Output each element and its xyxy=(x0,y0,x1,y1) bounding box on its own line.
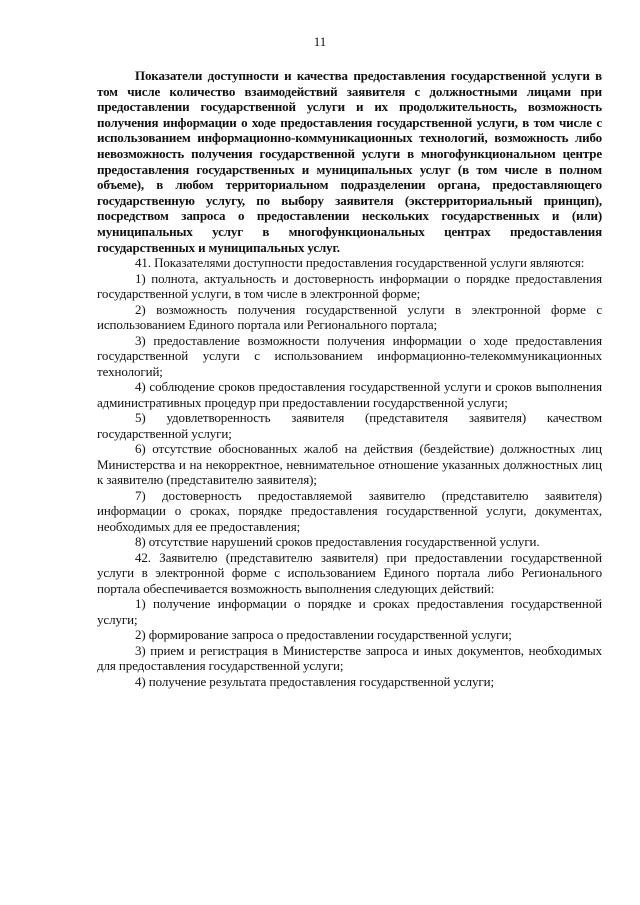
list-item-41-4: 4) соблюдение сроков предоставления государственной услуги и сроков выполнения административных процедур при предоставлении государственной услуги; xyxy=(97,379,602,410)
paragraph-42: 42. Заявителю (представителю заявителя) при предоставлении государственной услуги в электронной форме с использованием Единого портала либо Регионального портала обеспечивается возможность выполнения следующих действий: xyxy=(97,549,602,596)
list-item-42-4: 4) получение результата предоставления государственной услуги; xyxy=(135,673,494,689)
list-item-41-6: 6) отсутствие обоснованных жалоб на действия (бездействие) должностных лиц Министерства и на некорректное, невнимательное отношение указанных должностных лиц к заявителю (представителю заявителя); xyxy=(97,441,602,488)
list-item-41-1: 1) полнота, актуальность и достоверность информации о порядке предоставления государственной услуги, в том числе в электронной форме; xyxy=(97,270,602,302)
list-item-41-8: 8) отсутствие нарушений сроков предоставления государственной услуги. xyxy=(135,534,540,550)
list-item-41-7: 7) достоверность предоставляемой заявителю (представителю заявителя) информации о сроках, порядке предоставления государственной услуги, документах, необходимых для ее предоставления; xyxy=(97,487,602,534)
list-item-41-3: 3) предоставление возможности получения информации о ходе предоставления государственной услуги с использованием информационно-телекоммуникационных технологий; xyxy=(97,332,602,379)
paragraph-41: 41. Показателями доступности предоставления государственной услуги являются: xyxy=(135,255,585,271)
page-number: 11 xyxy=(313,34,327,49)
list-item-42-2: 2) формирование запроса о предоставлении государственной услуги; xyxy=(135,627,512,643)
document-body xyxy=(97,68,602,689)
list-item-42-1: 1) получение информации о порядке и сроках предоставления государственной услуги; xyxy=(97,596,602,627)
list-item-42-3: 3) прием и регистрация в Министерстве запроса и иных документов, необходимых для предоставления государственной услуги; xyxy=(97,642,602,674)
list-item-41-2: 2) возможность получения государственной услуги в электронной форме с использованием Единого портала или Регионального портала; xyxy=(97,301,602,333)
list-item-41-5: 5) удовлетворенность заявителя (представителя заявителя) качеством государственной услуги; xyxy=(97,410,602,441)
section-heading: Показатели доступности и качества предоставления государственной услуги в том числе количество взаимодействий заявителя с должностными лицами при предоставлении государственной услуги и их продолжительность, возможность получения информации о ходе предоставления государственной услуги, в том числе с использованием информационно-коммуникационных технологий, возможность либо невозможность получения государственной услуги в многофункциональном центре предоставления государственных и муниципальных услуг (в том числе в полном объеме), в любом территориальном подразделении органа, предоставляющего государственную услугу, по выбору заявителя (экстерриториальный принцип), посредством запроса о предоставлении нескольких государственных и (или) муниципальных услуг в многофункциональных центрах предоставления государственных и муниципальных услуг. xyxy=(97,68,602,255)
